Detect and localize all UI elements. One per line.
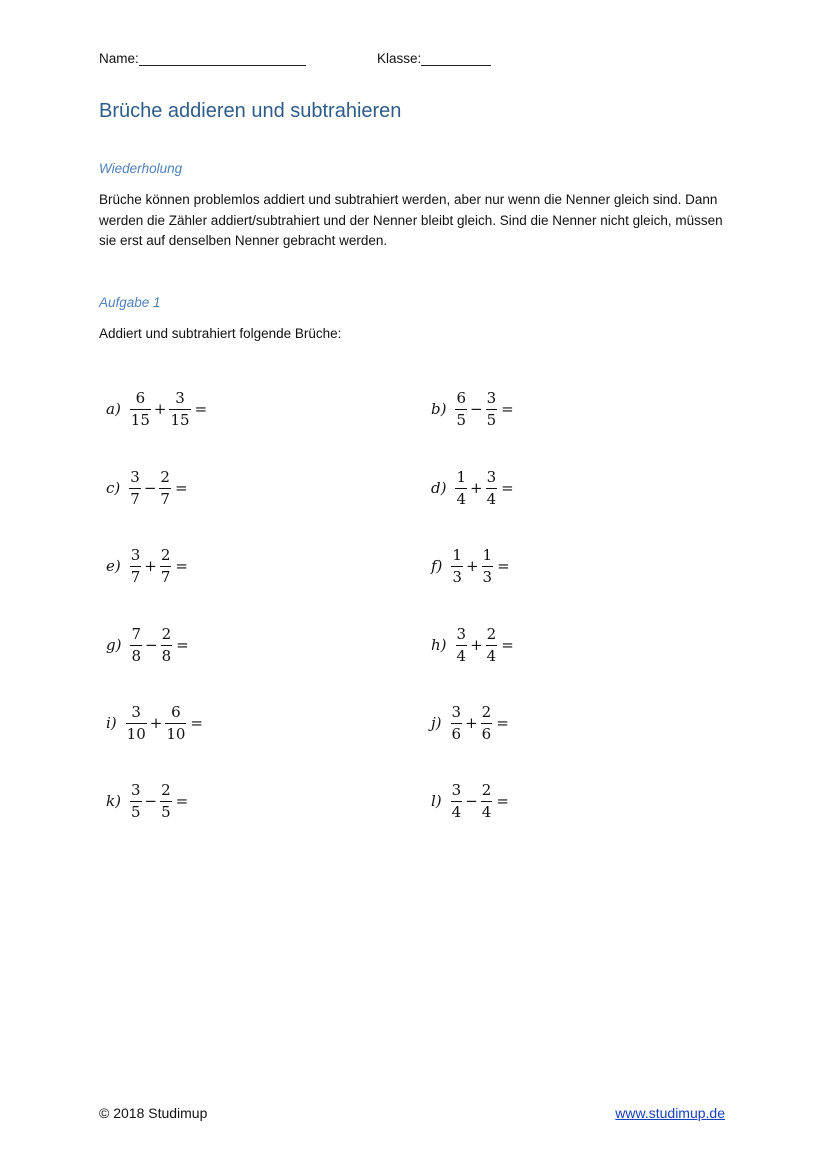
operator: − [465, 792, 478, 810]
exercise-item [431, 464, 514, 512]
operator: − [143, 479, 157, 497]
denominator: 5 [486, 410, 497, 429]
numerator: 1 [452, 545, 462, 564]
denominator: 10 [126, 724, 146, 743]
denominator: 7 [160, 489, 170, 508]
page-title: Brüche addieren und subtrahieren [99, 100, 402, 122]
denominator: 4 [456, 489, 467, 508]
fraction-first [128, 469, 142, 508]
numerator: 2 [486, 624, 497, 643]
numerator: 2 [481, 780, 492, 799]
fraction-second [485, 390, 499, 429]
numerator: 2 [481, 702, 492, 721]
denominator: 4 [486, 646, 497, 665]
denominator: 15 [130, 410, 150, 429]
operator: − [144, 792, 158, 810]
exercise-label: l) [431, 792, 442, 810]
denominator: 5 [161, 802, 171, 821]
equals-sign: = [176, 636, 189, 654]
class-blank-line[interactable] [421, 52, 491, 66]
operator: + [465, 714, 478, 732]
fraction-second [158, 469, 172, 508]
equals-sign: = [497, 557, 510, 575]
numerator: 3 [486, 388, 497, 407]
denominator: 3 [482, 567, 493, 586]
exercise-item [431, 621, 514, 669]
denominator: 5 [456, 410, 467, 429]
equals-sign: = [190, 714, 203, 732]
numerator: 3 [131, 702, 141, 721]
exercise-label: f) [431, 557, 443, 575]
numerator: 3 [130, 780, 141, 799]
exercise-label: c) [106, 479, 121, 497]
equals-sign: = [175, 792, 189, 810]
numerator: 1 [482, 545, 493, 564]
fraction-second [480, 704, 494, 743]
denominator: 8 [161, 646, 172, 665]
operator: + [144, 557, 157, 575]
denominator: 8 [131, 646, 142, 665]
exercise-label: g) [106, 636, 122, 654]
numerator: 6 [171, 702, 181, 721]
name-label: Name: [99, 51, 139, 66]
operator: + [470, 636, 483, 654]
denominator: 4 [481, 802, 492, 821]
fraction-first [129, 390, 152, 429]
numerator: 3 [130, 545, 141, 564]
equals-sign: = [174, 479, 188, 497]
operator: − [470, 400, 483, 418]
equals-sign: = [501, 479, 514, 497]
exercise-label: k) [106, 792, 121, 810]
denominator: 3 [452, 567, 462, 586]
exercise-item [106, 464, 188, 512]
fraction-first [129, 626, 143, 665]
fraction-first [454, 390, 468, 429]
exercise-item [106, 385, 207, 433]
equals-sign: = [501, 400, 514, 418]
operator: + [465, 557, 479, 575]
task-heading: Aufgabe 1 [99, 295, 161, 310]
exercise-item [431, 385, 514, 433]
equals-sign: = [194, 400, 208, 418]
exercise-item [431, 777, 509, 825]
exercise-label: d) [431, 479, 447, 497]
denominator: 7 [130, 567, 141, 586]
numerator: 1 [456, 467, 467, 486]
fraction-first [125, 704, 148, 743]
fraction-first [455, 626, 469, 665]
equals-sign: = [501, 636, 514, 654]
numerator: 6 [135, 388, 146, 407]
exercise-label: h) [431, 636, 447, 654]
exercise-item [431, 542, 510, 590]
numerator: 6 [456, 388, 467, 407]
class-field[interactable] [377, 51, 491, 66]
numerator: 3 [451, 702, 462, 721]
denominator: 4 [451, 802, 462, 821]
exercise-item [106, 699, 203, 747]
operator: + [153, 400, 167, 418]
operator: + [470, 479, 483, 497]
exercise-label: j) [431, 714, 442, 732]
fraction-second [485, 626, 499, 665]
exercise-label: i) [106, 714, 117, 732]
denominator: 15 [170, 410, 190, 429]
exercise-item [106, 542, 188, 590]
denominator: 4 [456, 646, 467, 665]
numerator: 3 [451, 780, 462, 799]
exercise-item [106, 621, 189, 669]
numerator: 3 [486, 467, 497, 486]
equals-sign: = [496, 714, 509, 732]
numerator: 7 [131, 624, 142, 643]
denominator: 6 [481, 724, 492, 743]
fraction-first [129, 547, 143, 586]
fraction-first [450, 547, 464, 586]
denominator: 4 [486, 489, 497, 508]
exercise-label: e) [106, 557, 121, 575]
name-field[interactable] [99, 51, 306, 66]
numerator: 2 [160, 545, 171, 564]
operator: − [145, 636, 158, 654]
name-blank-line[interactable] [139, 52, 306, 66]
numerator: 2 [161, 624, 172, 643]
review-heading: Wiederholung [99, 161, 183, 176]
fraction-second [164, 704, 187, 743]
numerator: 3 [456, 624, 467, 643]
denominator: 7 [160, 567, 171, 586]
equals-sign: = [175, 557, 188, 575]
denominator: 5 [130, 802, 141, 821]
exercise-label: a) [106, 400, 121, 418]
denominator: 10 [166, 724, 186, 743]
numerator: 2 [160, 467, 170, 486]
fraction-first [129, 782, 143, 821]
fraction-second [480, 782, 494, 821]
fraction-first [450, 782, 464, 821]
fraction-second [159, 782, 173, 821]
fraction-first [450, 704, 464, 743]
exercise-label: b) [431, 400, 447, 418]
denominator: 7 [130, 489, 140, 508]
numerator: 3 [175, 388, 185, 407]
operator: + [149, 714, 163, 732]
fraction-first [454, 469, 468, 508]
exercise-item [431, 699, 509, 747]
review-text: Brüche können problemlos addiert und subtrahiert werden, aber nur wenn die Nenner gleich sind. Dann werden die Zähler addiert/subtrahiert und der Nenner bleibt gleich. Sind die Nenner nicht gleich, müssen sie erst auf denselben Nenner gebracht werden. [99, 192, 723, 248]
fraction-second [159, 547, 173, 586]
exercise-item [106, 777, 188, 825]
denominator: 6 [451, 724, 462, 743]
fraction-second [485, 469, 499, 508]
numerator: 3 [130, 467, 140, 486]
task-instruction: Addiert und subtrahiert folgende Brüche: [99, 326, 342, 341]
class-label: Klasse: [377, 51, 422, 66]
fraction-second [481, 547, 495, 586]
fraction-second [160, 626, 174, 665]
numerator: 2 [161, 780, 171, 799]
equals-sign: = [496, 792, 509, 810]
fraction-second [168, 390, 191, 429]
copyright: © 2018 Studimup [99, 1105, 208, 1121]
website-link[interactable]: www.studimup.de [615, 1105, 725, 1121]
